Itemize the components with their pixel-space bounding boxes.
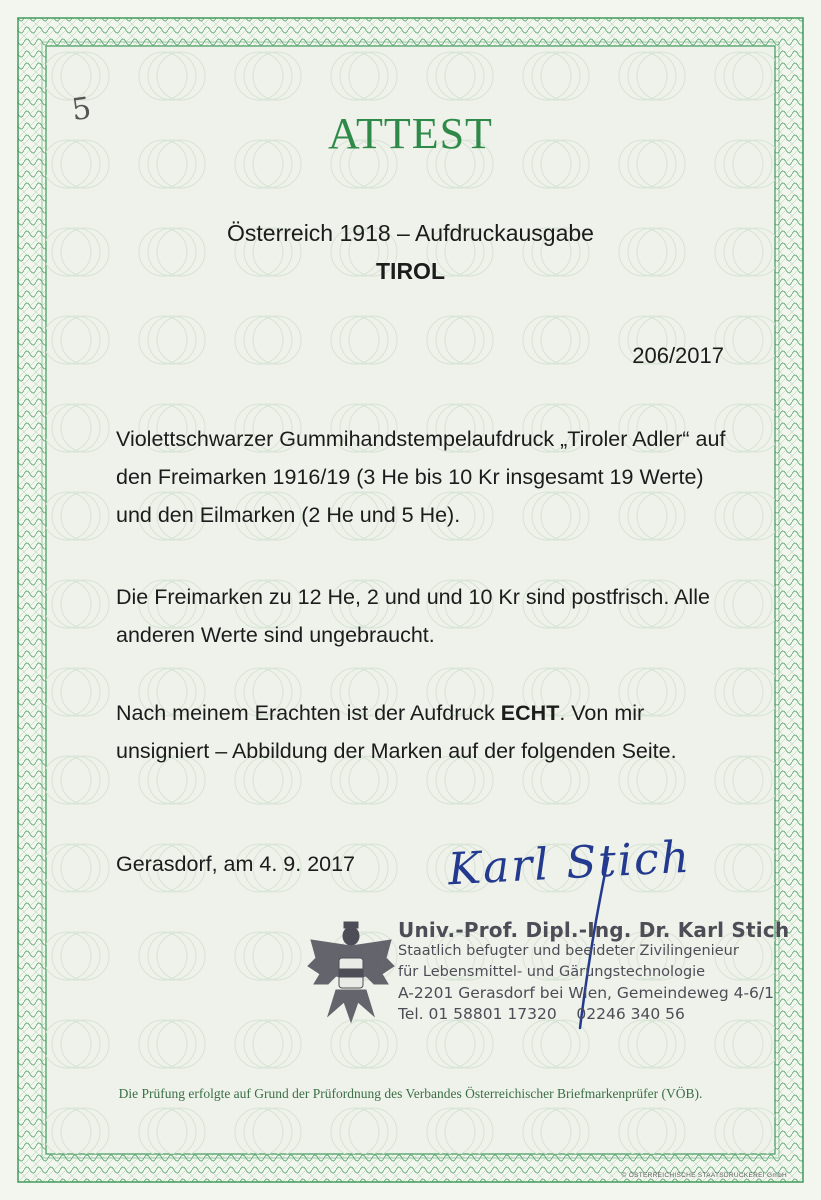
rosette-ring — [637, 1108, 685, 1154]
rosette-ring — [619, 1020, 667, 1068]
rosette-ring — [733, 580, 775, 628]
rosette-ring — [61, 492, 109, 540]
rosette-ring — [61, 756, 109, 804]
rosette-ring — [724, 580, 772, 628]
rosette-ring — [715, 1108, 763, 1154]
rosette-ring — [349, 52, 397, 100]
rosette-ring — [52, 316, 100, 364]
rosette-ring — [244, 1020, 292, 1068]
rosette-ring — [733, 756, 775, 804]
rosette-ring — [733, 404, 775, 452]
rosette-ring — [157, 932, 205, 980]
rosette-ring — [628, 52, 676, 100]
examiner-stamp — [398, 920, 789, 1025]
footer-note: Die Prüfung erfolgte auf Grund der Prüfordnung des Verbandes Österreichischer Briefmarkenprüfer (VÖB). — [118, 1086, 703, 1101]
rosette-ring — [148, 52, 196, 100]
rosette-ring — [52, 668, 100, 716]
rosette-ring — [139, 932, 187, 980]
rosette-ring — [523, 1108, 571, 1154]
rosette-ring — [52, 756, 100, 804]
rosette-ring — [541, 1108, 589, 1154]
rosette-ring — [148, 316, 196, 364]
rosette-ring — [235, 1108, 283, 1154]
rosette-ring — [733, 492, 775, 540]
rosette-ring — [61, 1020, 109, 1068]
rosette-ring — [61, 580, 109, 628]
rosette-ring — [532, 316, 580, 364]
rosette-ring — [331, 316, 379, 364]
place-and-date: Gerasdorf, am 4. 9. 2017 — [116, 852, 356, 876]
rosette-ring — [637, 52, 685, 100]
rosette-ring — [733, 1108, 775, 1154]
rosette-ring — [541, 52, 589, 100]
rosette-ring — [61, 932, 109, 980]
rosette-ring — [52, 844, 100, 892]
stamp-title: Staatlich befugter und beeideter Zivilingenieur — [398, 943, 739, 959]
description-paragraph: Violettschwarzer Gummihandstempelaufdruck „Tiroler Adler“ auf den Freimarken 1916/19 (3 He bis 10 Kr insgesamt 19 Werte) und den Eilmarken (2 He und 5 He). — [116, 427, 726, 527]
handwritten-signature: Karl Stich — [446, 831, 693, 896]
rosette-ring — [148, 1108, 196, 1154]
stamp-name: Univ.-Prof. Dipl.-Ing. Dr. Karl Stich — [398, 918, 790, 942]
rosette-ring — [253, 1108, 301, 1154]
rosette-ring — [340, 316, 388, 364]
rosette-ring — [253, 1020, 301, 1068]
stamp-address: A-2201 Gerasdorf bei Wien, Gemeindeweg 4-6/1 — [398, 984, 774, 1002]
rosette-ring — [235, 1020, 283, 1068]
rosette-ring — [427, 1020, 475, 1068]
rosette-ring — [733, 668, 775, 716]
rosette-ring — [331, 52, 379, 100]
rosette-ring — [628, 1020, 676, 1068]
rosette-ring — [427, 52, 475, 100]
condition-paragraph: Die Freimarken zu 12 He, 2 und und 10 Kr sind postfrisch. Alle anderen Werte sind ungebraucht. — [116, 585, 710, 647]
rosette-ring — [724, 404, 772, 452]
rosette-ring — [244, 52, 292, 100]
rosette-ring — [331, 1108, 379, 1154]
rosette-ring — [445, 316, 493, 364]
rosette-ring — [253, 316, 301, 364]
rosette-ring — [724, 1108, 772, 1154]
issue-subtitle: Österreich 1918 – Aufdruckausgabe — [227, 220, 594, 246]
rosette-ring — [733, 52, 775, 100]
rosette-ring — [148, 932, 196, 980]
rosette-ring — [724, 1020, 772, 1068]
rosette-ring — [628, 1108, 676, 1154]
rosette-ring — [349, 844, 397, 892]
rosette-ring — [139, 1108, 187, 1154]
certificate-number: 206/2017 — [632, 343, 724, 368]
rosette-ring — [52, 492, 100, 540]
rosette-ring — [52, 932, 100, 980]
rosette-ring — [52, 580, 100, 628]
rosette-ring — [52, 1020, 100, 1068]
rosette-ring — [715, 844, 763, 892]
rosette-ring — [724, 668, 772, 716]
opinion-paragraph — [116, 694, 728, 770]
rosette-ring — [724, 492, 772, 540]
rosette-ring — [541, 316, 589, 364]
rosette-ring — [244, 1108, 292, 1154]
rosette-ring — [349, 1108, 397, 1154]
rosette-ring — [61, 844, 109, 892]
rosette-ring — [157, 1108, 205, 1154]
opinion-text-start: Nach meinem Erachten ist der Aufdruck — [116, 701, 501, 725]
rosette-ring — [532, 52, 580, 100]
rosette-ring — [157, 316, 205, 364]
rosette-ring — [523, 316, 571, 364]
handwritten-note: 5 — [69, 90, 94, 129]
rosette-ring — [445, 1020, 493, 1068]
opinion-verdict: ECHT — [500, 701, 560, 725]
rosette-ring — [715, 52, 763, 100]
rosette-ring — [235, 52, 283, 100]
opinion-text-end: . Von mir unsigniert – Abbildung der Marken auf der folgenden Seite. — [116, 701, 677, 763]
rosette-ring — [724, 756, 772, 804]
rosette-ring — [235, 932, 283, 980]
rosette-ring — [253, 932, 301, 980]
rosette-ring — [619, 52, 667, 100]
rosette-ring — [139, 1020, 187, 1068]
rosette-ring — [349, 316, 397, 364]
rosette-ring — [235, 316, 283, 364]
rosette-ring — [253, 52, 301, 100]
rosette-ring — [61, 316, 109, 364]
rosette-ring — [61, 404, 109, 452]
rosette-ring — [139, 316, 187, 364]
austrian-eagle-seal-icon — [306, 918, 396, 1028]
rosette-ring — [52, 404, 100, 452]
rosette-ring — [436, 316, 484, 364]
rosette-ring — [148, 1020, 196, 1068]
rosette-ring — [436, 52, 484, 100]
rosette-ring — [532, 1108, 580, 1154]
rosette-ring — [427, 1108, 475, 1154]
rosette-ring — [523, 52, 571, 100]
rosette-ring — [244, 316, 292, 364]
rosette-ring — [52, 1108, 100, 1154]
rosette-ring — [436, 1108, 484, 1154]
rosette-ring — [340, 52, 388, 100]
rosette-ring — [724, 52, 772, 100]
rosette-ring — [340, 1108, 388, 1154]
rosette-ring — [61, 1108, 109, 1154]
rosette-ring — [724, 844, 772, 892]
stamp-field: für Lebensmittel- und Gärungstechnologie — [398, 964, 706, 980]
rosette-ring — [637, 1020, 685, 1068]
rosette-ring — [445, 1108, 493, 1154]
rosette-ring — [733, 316, 775, 364]
printer-mark: © ÖSTERREICHISCHE STAATSDRUCKEREI GmbH — [621, 1172, 787, 1179]
rosette-ring — [733, 1020, 775, 1068]
rosette-ring — [436, 1020, 484, 1068]
rosette-ring — [724, 316, 772, 364]
rosette-ring — [244, 932, 292, 980]
rosette-ring — [61, 668, 109, 716]
rosette-ring — [733, 844, 775, 892]
rosette-ring — [157, 1020, 205, 1068]
rosette-ring — [715, 1020, 763, 1068]
region-title: TIROL — [376, 258, 445, 284]
rosette-ring — [427, 316, 475, 364]
stamp-phone: Tel. 01 58801 17320 02246 340 56 — [398, 1005, 685, 1023]
certificate-heading: ATTEST — [328, 109, 493, 158]
rosette-ring — [445, 52, 493, 100]
rosette-ring — [157, 52, 205, 100]
rosette-ring — [619, 1108, 667, 1154]
rosette-ring — [139, 52, 187, 100]
